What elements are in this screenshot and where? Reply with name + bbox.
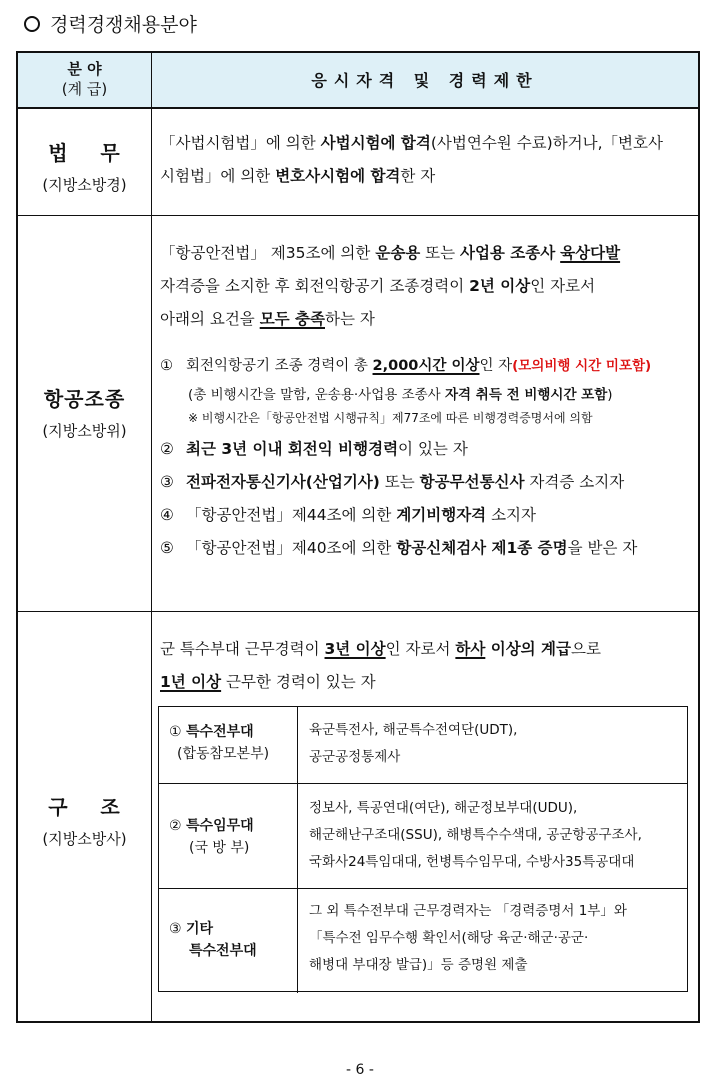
- section-title-text: 경력경쟁채용분야: [50, 14, 197, 36]
- special-forces-table: [158, 706, 688, 992]
- page-number: - 6 -: [346, 1062, 374, 1078]
- list-item: ⑤ 「항공안전법」제40조에 의한 항공신체검사 제1종 증명을 받은 자: [160, 539, 638, 557]
- header-field: 분 야: [67, 60, 102, 78]
- section-title: [24, 10, 197, 37]
- unit-category: ③ 기타 특수전부대: [169, 921, 257, 959]
- list-item: ④ 「항공안전법」제44조에 의한 계기비행자격 소지자: [160, 506, 537, 524]
- law-requirements: 「사법시험법」에 의한 사법시험에 합격(사법연수원 수료)하거나,「변호사 시험법」에 의한 변호사시험에 합격한 자: [160, 134, 663, 185]
- header-qualification: 응시자격 및 경력제한: [311, 71, 539, 90]
- table-row: [159, 888, 687, 993]
- category-law: [18, 137, 151, 195]
- aviation-requirements: 「항공안전법」 제35조에 의한 운송용 또는 사업용 조종사 육상다발 자격증을 소지한 후 회전익항공기 조종경력이 2년 이상인 자로서 아래의 요건을 모두 충족하는 자 ① 회전익항공기 조종 경력이 총 2,000시간 이상인 자(모의비행 시간 미포함) (총 비행시간을 말함, 운송용·사업용 조종사 자격 취득 전 비행시간 포함) ※ 비행시간은「항공안전법 시행규칙」제77조에 따른 비행경력증명서에 의함 ② 최근 3년 이내 회전익 비행경력이 있는 자 ③ 전파전자통신기사(산업기사) 또는 항공무선통신사 자격증 소지자 ④ 「항공안전법」제44조에 의한 계기비행자격 소지자 ⑤ 「항공안전법」제40조에 의한 항공신체검사 제1종 증명을 받은 자: [160, 237, 684, 565]
- category-aviation: [18, 383, 151, 441]
- table-row-aviation: [18, 215, 698, 612]
- category-rank: (지방소방사): [42, 830, 127, 848]
- table-row-law: [18, 107, 698, 216]
- circle-bullet-icon: [24, 16, 40, 32]
- category-rank: (지방소방위): [42, 422, 127, 440]
- category-rank: (지방소방경): [42, 176, 127, 194]
- unit-list: 정보사, 특공연대(여단), 해군정보부대(UDU), 해군해난구조대(SSU), 해병특수수색대, 공군항공구조사, 국화사24특임대대, 헌병특수임무대, 수방사35특공대대: [309, 800, 642, 870]
- category-name: 구 조: [48, 795, 121, 819]
- list-item: ① 회전익항공기 조종 경력이 총 2,000시간 이상인 자(모의비행 시간 미포함): [160, 358, 652, 374]
- header-rank: (계 급): [61, 80, 108, 98]
- unit-category: ① 특수전부대 (합동참모본부): [169, 724, 270, 762]
- unit-list: 육군특전사, 해군특수전여단(UDT), 공군공정통제사: [309, 722, 518, 765]
- category-name: 법 무: [48, 141, 121, 165]
- category-name: 항공조종: [43, 387, 126, 411]
- list-item: ② 최근 3년 이내 회전익 비행경력이 있는 자: [160, 440, 468, 458]
- header-category: [18, 59, 151, 99]
- list-item-note: (총 비행시간을 말함, 운송용·사업용 조종사 자격 취득 전 비행시간 포함): [188, 387, 613, 403]
- rescue-requirements: 군 특수부대 근무경력이 3년 이상인 자로서 하사 이상의 계급으로 1년 이상 근무한 경력이 있는 자: [160, 640, 601, 691]
- unit-category: ② 특수임무대 (국 방 부): [169, 818, 254, 856]
- table-header: [18, 53, 698, 109]
- table-row: [159, 783, 687, 889]
- list-item: ③ 전파전자통신기사(산업기사) 또는 항공무선통신사 자격증 소지자: [160, 473, 625, 491]
- list-item-remark: ※ 비행시간은「항공안전법 시행규칙」제77조에 따른 비행경력증명서에 의함: [188, 411, 593, 425]
- category-rescue: [18, 791, 151, 849]
- unit-list: 그 외 특수전부대 근무경력자는 「경력증명서 1부」와 「특수전 임무수행 확인서(해당 육군·해군·공군· 해병대 부대장 발급)」등 증명원 제출: [309, 903, 627, 973]
- table-row: [159, 707, 687, 784]
